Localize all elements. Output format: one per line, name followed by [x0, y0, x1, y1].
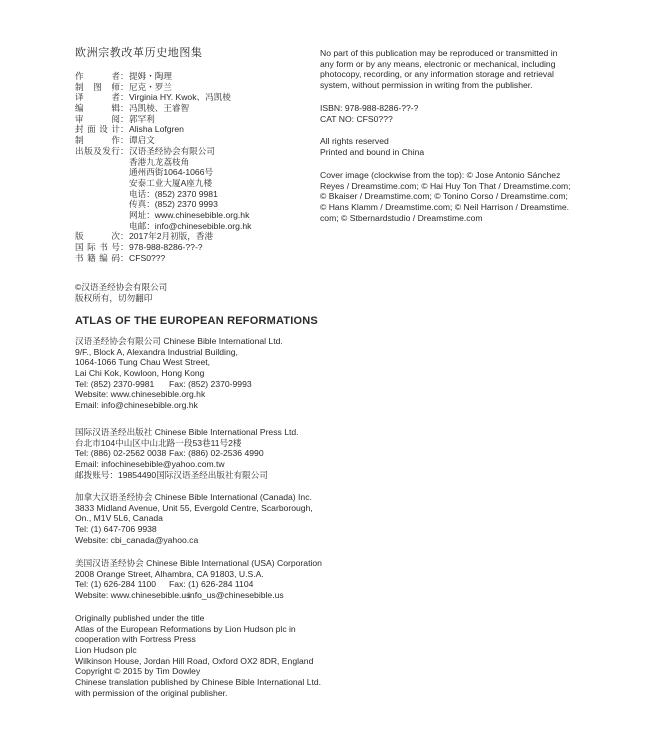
- credit-row: [75, 221, 251, 232]
- credit-label: 编 辑: [75, 103, 120, 114]
- website-line: Website: cbi_canada@yahoo.ca: [75, 534, 199, 545]
- address-line: Lai Chi Kok, Kowloon, Hong Kong: [75, 368, 205, 379]
- credit-colon: [120, 157, 129, 168]
- credit-colon: [120, 221, 129, 232]
- pub-line: Copyright © 2015 by Tim Dowley: [75, 666, 201, 677]
- cat-no-line: CAT NO: CFS0???: [320, 113, 393, 124]
- tw-office-block: [75, 427, 299, 480]
- credit-value: CFS0???: [129, 252, 166, 263]
- credit-label: 出 版 及 发 行: [75, 145, 120, 156]
- credit-row: [75, 189, 251, 200]
- all-rights-line: All rights reserved: [320, 136, 389, 146]
- credit-label: 作 者: [75, 71, 120, 81]
- fax-text: Fax: (852) 2370-9993: [169, 378, 252, 389]
- credit-colon: [120, 178, 129, 189]
- credit-colon: ：: [120, 71, 129, 81]
- credit-row: [75, 103, 251, 114]
- credit-label: 审 阅: [75, 113, 120, 124]
- credit-label: [75, 189, 120, 200]
- credit-colon: [120, 167, 129, 178]
- credit-value: 尼克・罗兰: [129, 81, 172, 92]
- credit-label: [75, 178, 120, 189]
- cover-credit-line: com; © Stbernardstudio / Dreamstime.com: [320, 212, 483, 223]
- fax-text: Fax: (1) 626-284 1104: [169, 579, 254, 590]
- cover-credits: [320, 170, 571, 223]
- address-line: 3833 Midland Avenue, Unit 55, Evergold Centre, Scarborough,: [75, 502, 313, 513]
- address-line: 国际汉语圣经出版社 Chinese Bible International Press Ltd.: [75, 427, 299, 437]
- copyright-line: ©汉语圣经协会有限公司: [75, 282, 168, 292]
- credit-colon: ：: [120, 113, 129, 124]
- email-line: Email: infochinesebible@yahoo.com.tw: [75, 459, 225, 470]
- credit-value: 978-988-8286-??-?: [129, 242, 203, 252]
- credit-label: 书 籍 编 码: [75, 252, 120, 263]
- email-line: Email: info@chinesebible.org.hk: [75, 400, 198, 411]
- credit-label: 国 际 书 号: [75, 242, 120, 252]
- tel-fax-line: [75, 379, 283, 390]
- credit-row: [75, 157, 251, 168]
- pub-line: Originally published under the title: [75, 613, 205, 623]
- credits-block: [75, 71, 251, 263]
- cover-credit-line: © Hans Klamm / Dreamstime.com; © Neil Harrison / Dreamstime.: [320, 202, 570, 213]
- credit-colon: [120, 199, 129, 210]
- credit-label: 封 面 设 计: [75, 124, 120, 135]
- credit-value: 2017年2月初版，香港: [129, 231, 214, 242]
- tel-line: Tel: (1) 647-706 9938: [75, 524, 157, 535]
- website-text: Website: www.chinesebible.us: [75, 590, 191, 601]
- address-line: 汉语圣经协会有限公司 Chinese Bible International Ltd.: [75, 336, 283, 346]
- credit-colon: [120, 189, 129, 200]
- pub-line: cooperation with Fortress Press: [75, 634, 196, 645]
- book-title-zh: 欧洲宗教改革历史地图集: [75, 47, 203, 59]
- email-text: info_us@chinesebible.us: [188, 590, 284, 601]
- credit-colon: ：: [120, 124, 129, 135]
- credit-value: 电邮：info@chinesebible.org.hk: [129, 220, 252, 231]
- website-email-line: [75, 590, 322, 601]
- tel-fax-line: [75, 448, 299, 459]
- pub-line: Wilkinson House, Jordan Hill Road, Oxford OX2 8DR, England: [75, 655, 314, 666]
- cover-credit-line: © Bkaiser / Dreamstime.com; © Tonino Corso / Dreamstime.com;: [320, 191, 568, 202]
- credit-value: 冯凯棱、王睿智: [129, 103, 190, 114]
- credit-colon: ：: [120, 135, 129, 146]
- address-line: 9/F., Block A, Alexandra Industrial Building,: [75, 346, 238, 357]
- credit-label: [75, 221, 120, 232]
- address-line: 2008 Orange Street, Alhambra, CA 91803, U.S.A.: [75, 568, 264, 579]
- rights-block: [320, 136, 565, 157]
- copyright-line: 版权所有，切勿翻印: [75, 292, 153, 303]
- credit-row: [75, 167, 251, 178]
- tel-text: Tel: (852) 2370-9981: [75, 378, 155, 389]
- atlas-title: ATLAS OF THE EUROPEAN REFORMATIONS: [75, 315, 318, 327]
- credit-colon: ：: [120, 242, 129, 252]
- address-line: 加拿大汉语圣经协会 Chinese Bible International (Canada) Inc.: [75, 492, 312, 502]
- credit-row: [75, 178, 251, 189]
- credit-colon: ：: [120, 103, 129, 114]
- credit-value: 郭罕利: [129, 113, 155, 124]
- hk-office-block: [75, 336, 283, 411]
- ca-office-block: [75, 492, 313, 545]
- website-line: Website: www.chinesebible.org.hk: [75, 389, 206, 400]
- original-publication-block: [75, 613, 321, 699]
- notice-line: No part of this publication may be reproduced or transmitted in: [320, 48, 558, 58]
- credit-value: 谭启文: [129, 135, 155, 146]
- credit-value: 提姆・陶理: [129, 71, 172, 81]
- credit-colon: ：: [120, 231, 129, 242]
- credit-label: [75, 157, 120, 168]
- us-office-block: [75, 558, 322, 601]
- credit-colon: [120, 210, 129, 221]
- pub-line: with permission of the original publisher.: [75, 687, 228, 698]
- credit-row: [75, 199, 251, 210]
- credit-colon: ：: [120, 252, 129, 263]
- pub-line: Lion Hudson plc: [75, 645, 137, 656]
- address-line: 台北市104中山区中山北路一段53巷11号2楼: [75, 437, 242, 448]
- credit-value: 电话：(852) 2370 9981: [129, 188, 218, 199]
- credit-value: 香港九龙荔枝角: [129, 156, 190, 167]
- postal-line: 邮拨账号：19854490国际汉语圣经出版社有限公司: [75, 469, 268, 480]
- credit-row: [75, 124, 251, 135]
- rights-notice: [320, 48, 565, 91]
- credit-label: [75, 167, 120, 178]
- credit-row: [75, 210, 251, 221]
- credit-label: 译 者: [75, 92, 120, 103]
- fax-text: Fax: (886) 02-2536 4990: [169, 448, 264, 459]
- credit-label: 制 作: [75, 135, 120, 146]
- credit-value: 传真：(852) 2370 9993: [129, 199, 218, 210]
- address-line: On., M1V 5L6, Canada: [75, 513, 163, 524]
- credit-row: [75, 135, 251, 146]
- credit-label: 制 图 师: [75, 81, 120, 92]
- tel-fax-line: [75, 579, 322, 590]
- credit-row: [75, 92, 251, 103]
- credit-label: [75, 199, 120, 210]
- credit-label: [75, 210, 120, 221]
- credit-row: [75, 231, 251, 242]
- credit-value: Alisha Lofgren: [129, 124, 184, 135]
- credit-colon: ：: [120, 92, 129, 103]
- credit-row: [75, 253, 251, 264]
- credit-value: 汉语圣经协会有限公司: [129, 145, 215, 156]
- credit-row: [75, 82, 251, 93]
- credit-row: [75, 71, 251, 82]
- credit-colon: ：: [120, 145, 129, 156]
- address-line: 美国汉语圣经协会 Chinese Bible International (USA) Corporation: [75, 558, 322, 568]
- credit-label: 版 次: [75, 231, 120, 242]
- address-line: 1064-1066 Tung Chau West Street,: [75, 357, 211, 368]
- pub-line: Atlas of the European Reformations by Lion Hudson plc in: [75, 623, 296, 634]
- credit-value: Virginia HY. Kwok、冯凯棱: [129, 92, 231, 103]
- pub-line: Chinese translation published by Chinese Bible International Ltd.: [75, 677, 322, 688]
- cover-credit-line: Reyes / Dreamstime.com; © Hai Huy Ton That / Dreamstime.com;: [320, 180, 571, 191]
- credit-value: 安泰工业大厦A座九楼: [129, 177, 213, 188]
- isbn-line: ISBN: 978-988-8286-??-?: [320, 103, 419, 113]
- credit-row: [75, 114, 251, 125]
- printed-line: Printed and bound in China: [320, 146, 425, 157]
- notice-line: system, without permission in writing from the publisher.: [320, 80, 533, 91]
- credit-value: 网址：www.chinesebible.org.hk: [129, 209, 250, 220]
- notice-line: any form or by any means, electronic or mechanical, including: [320, 58, 556, 69]
- tel-text: Tel: (886) 02-2562 0038: [75, 448, 167, 459]
- isbn-block: [320, 103, 565, 124]
- tel-text: Tel: (1) 626-284 1100: [75, 579, 157, 590]
- credit-row: [75, 242, 251, 253]
- notice-line: photocopy, recording, or any information storage and retrieval: [320, 69, 554, 80]
- cover-credit-line: Cover image (clockwise from the top): © Jose Antonio Sánchez: [320, 170, 561, 180]
- copyright-zh: [75, 282, 167, 303]
- credit-colon: ：: [120, 81, 129, 92]
- credit-row: [75, 146, 251, 157]
- credit-value: 通州西街1064-1066号: [129, 167, 214, 178]
